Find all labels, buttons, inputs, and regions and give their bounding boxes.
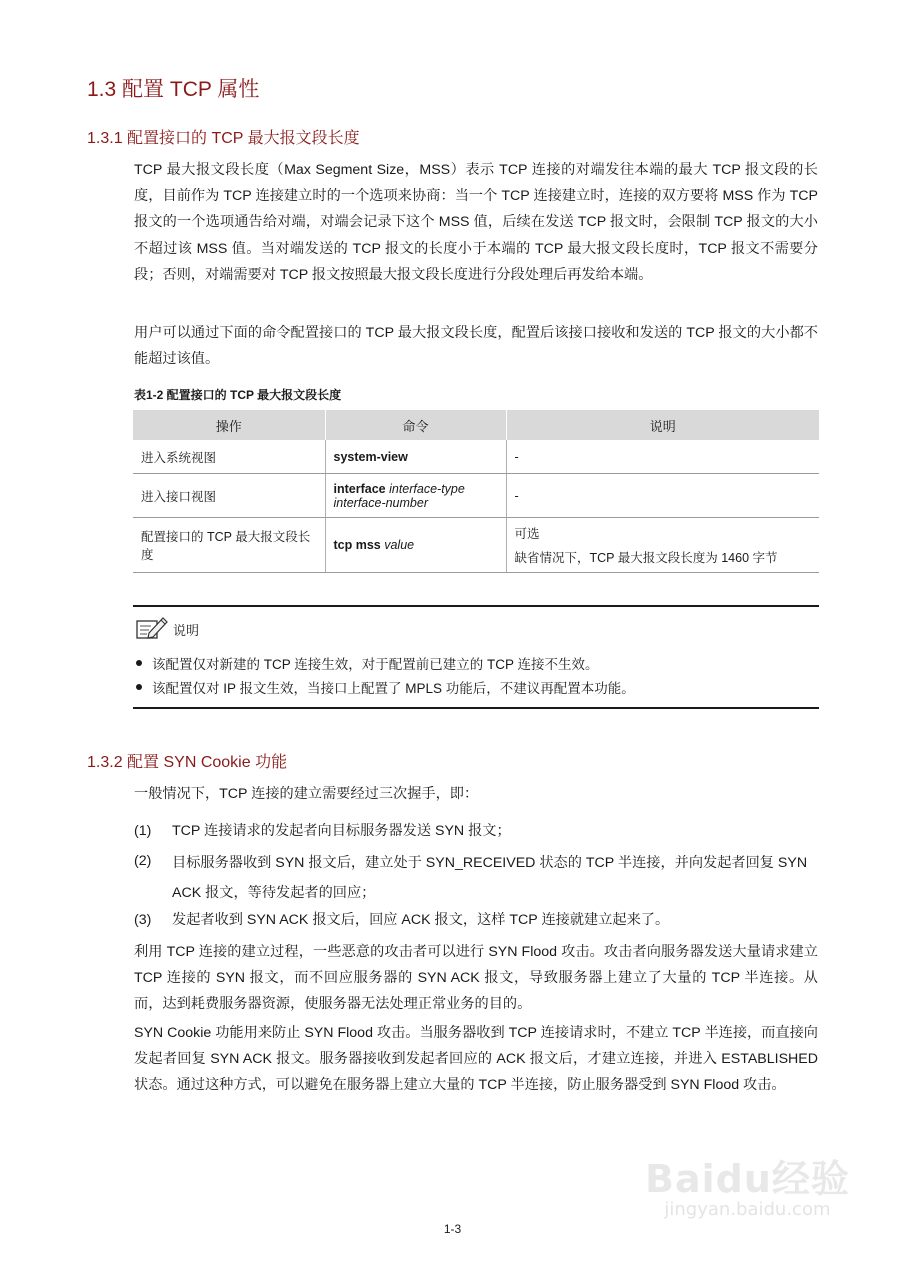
list-number: (3): [134, 912, 152, 928]
table-cell-operation: 配置接口的 TCP 最大报文段长度: [133, 518, 325, 573]
note-item-text: 该配置仅对新建的 TCP 连接生效，对于配置前已建立的 TCP 连接不生效。: [152, 657, 599, 672]
command-keyword: tcp mss: [333, 538, 381, 552]
bullet-icon: [136, 684, 142, 690]
subsection-title-syn-cookie: 1.3.2 配置 SYN Cookie 功能: [87, 754, 288, 771]
syn-flood-paragraph: 利用 TCP 连接的建立过程，一些恶意的攻击者可以进行 SYN Flood 攻击。攻击者向服务器发送大量请求建立 TCP 连接的 SYN 报文，而不回应服务器的 SYN ACK 报文，导致服务器上建立了大量的 TCP 半连接。从而，达到耗费服务器资源，使服务器无法处理正常业务的目的。: [134, 944, 818, 1013]
list-text: 发起者收到 SYN ACK 报文后，回应 ACK 报文，这样 TCP 连接就建立起来了。: [172, 912, 670, 928]
watermark-url: jingyan.baidu.com: [664, 1199, 831, 1220]
table-cell-description: -: [506, 440, 819, 474]
command-argument: value: [384, 538, 415, 552]
command-argument: interface-type interface-number: [333, 481, 465, 510]
list-text: TCP 连接请求的发起者向目标服务器发送 SYN 报文；: [172, 823, 511, 839]
table-row: [133, 474, 819, 518]
list-item: [134, 907, 818, 933]
note-item-text: 该配置仅对 IP 报文生效，当接口上配置了 MPLS 功能后，不建议再配置本功能。: [152, 681, 635, 696]
mss-command-intro-paragraph: 用户可以通过下面的命令配置接口的 TCP 最大报文段长度，配置后该接口接收和发送的 TCP 报文的大小都不能超过该值。: [134, 325, 818, 368]
bullet-icon: [136, 660, 142, 666]
list-text: 目标服务器收到 SYN 报文后，建立处于 SYN_RECEIVED 状态的 TCP 半连接，并向发起者回复 SYN ACK 报文，等待发起者的回应；: [172, 855, 808, 901]
section-title: 1.3 配置 TCP 属性: [87, 78, 260, 101]
table-cell-command: [325, 518, 506, 573]
description-line-optional: 可选: [514, 527, 540, 541]
table-header-operation: 操作: [133, 410, 325, 440]
config-table: [133, 410, 819, 573]
table-cell-command: [325, 440, 506, 474]
intro-text: 一般情况下，TCP 连接的建立需要经过三次握手，即：: [134, 786, 479, 802]
description-line-default: 缺省情况下，TCP 最大报文段长度为 1460 字节: [514, 551, 778, 565]
table-header-row: [133, 410, 819, 440]
note-header: [135, 615, 199, 644]
command-keyword: interface: [333, 481, 386, 496]
table-header-command: 命令: [325, 410, 506, 440]
table-row: [133, 440, 819, 474]
page-number: 1-3: [443, 1222, 462, 1236]
table-cell-command: [325, 474, 506, 518]
syn-cookie-paragraph: SYN Cookie 功能用来防止 SYN Flood 攻击。当服务器收到 TCP 连接请求时，不建立 TCP 半连接，而直接向发起者回复 SYN ACK 报文。服务器接收到发起者回应的 ACK 报文后，才建立连接，并进入 ESTABLISHED 状态。通过这种方式，可以避免在服务器上建立大量的 TCP 半连接，防止服务器受到 SYN Flood 攻击。: [134, 1025, 818, 1094]
table-cell-description: -: [506, 474, 819, 518]
intro-line: [134, 781, 818, 807]
note-item: [134, 653, 599, 673]
note-item: [134, 677, 635, 697]
note-pencil-icon: [135, 615, 169, 644]
note-title: 说明: [173, 623, 200, 638]
list-item: [134, 848, 818, 908]
table-cell-description: [506, 518, 819, 573]
baidu-watermark: [645, 1148, 850, 1220]
command-keyword: system-view: [333, 449, 408, 464]
table-caption: 表1-2 配置接口的 TCP 最大报文段长度: [134, 388, 342, 402]
table-header-description: 说明: [506, 410, 819, 440]
list-number: (1): [134, 823, 152, 839]
watermark-logo: Baidu经验: [645, 1157, 850, 1201]
list-number: (2): [134, 853, 152, 869]
mss-description-paragraph: TCP 最大报文段长度（Max Segment Size，MSS）表示 TCP 连接的对端发往本端的最大 TCP 报文段的长度，目前作为 TCP 连接建立时的一个选项来协商：当一个 TCP 连接建立时，连接的双方要将 MSS 作为 TCP 报文的一个选项通告给对端，对端会记录下这个 MSS 值，后续在发送 TCP 报文时，会限制 TCP 报文的大小不超过该 MSS 值。当对端发送的 TCP 报文的长度小于本端的 TCP 最大报文段长度时，TCP 报文不需要分段；否则，对端需要对 TCP 报文按照最大报文段长度进行分段处理后再发给本端。: [134, 162, 818, 283]
table-cell-operation: 进入系统视图: [133, 440, 325, 474]
subsection-title-mss: 1.3.1 配置接口的 TCP 最大报文段长度: [87, 130, 360, 147]
table-cell-operation: 进入接口视图: [133, 474, 325, 518]
list-item: [134, 818, 818, 844]
table-row: [133, 518, 819, 573]
